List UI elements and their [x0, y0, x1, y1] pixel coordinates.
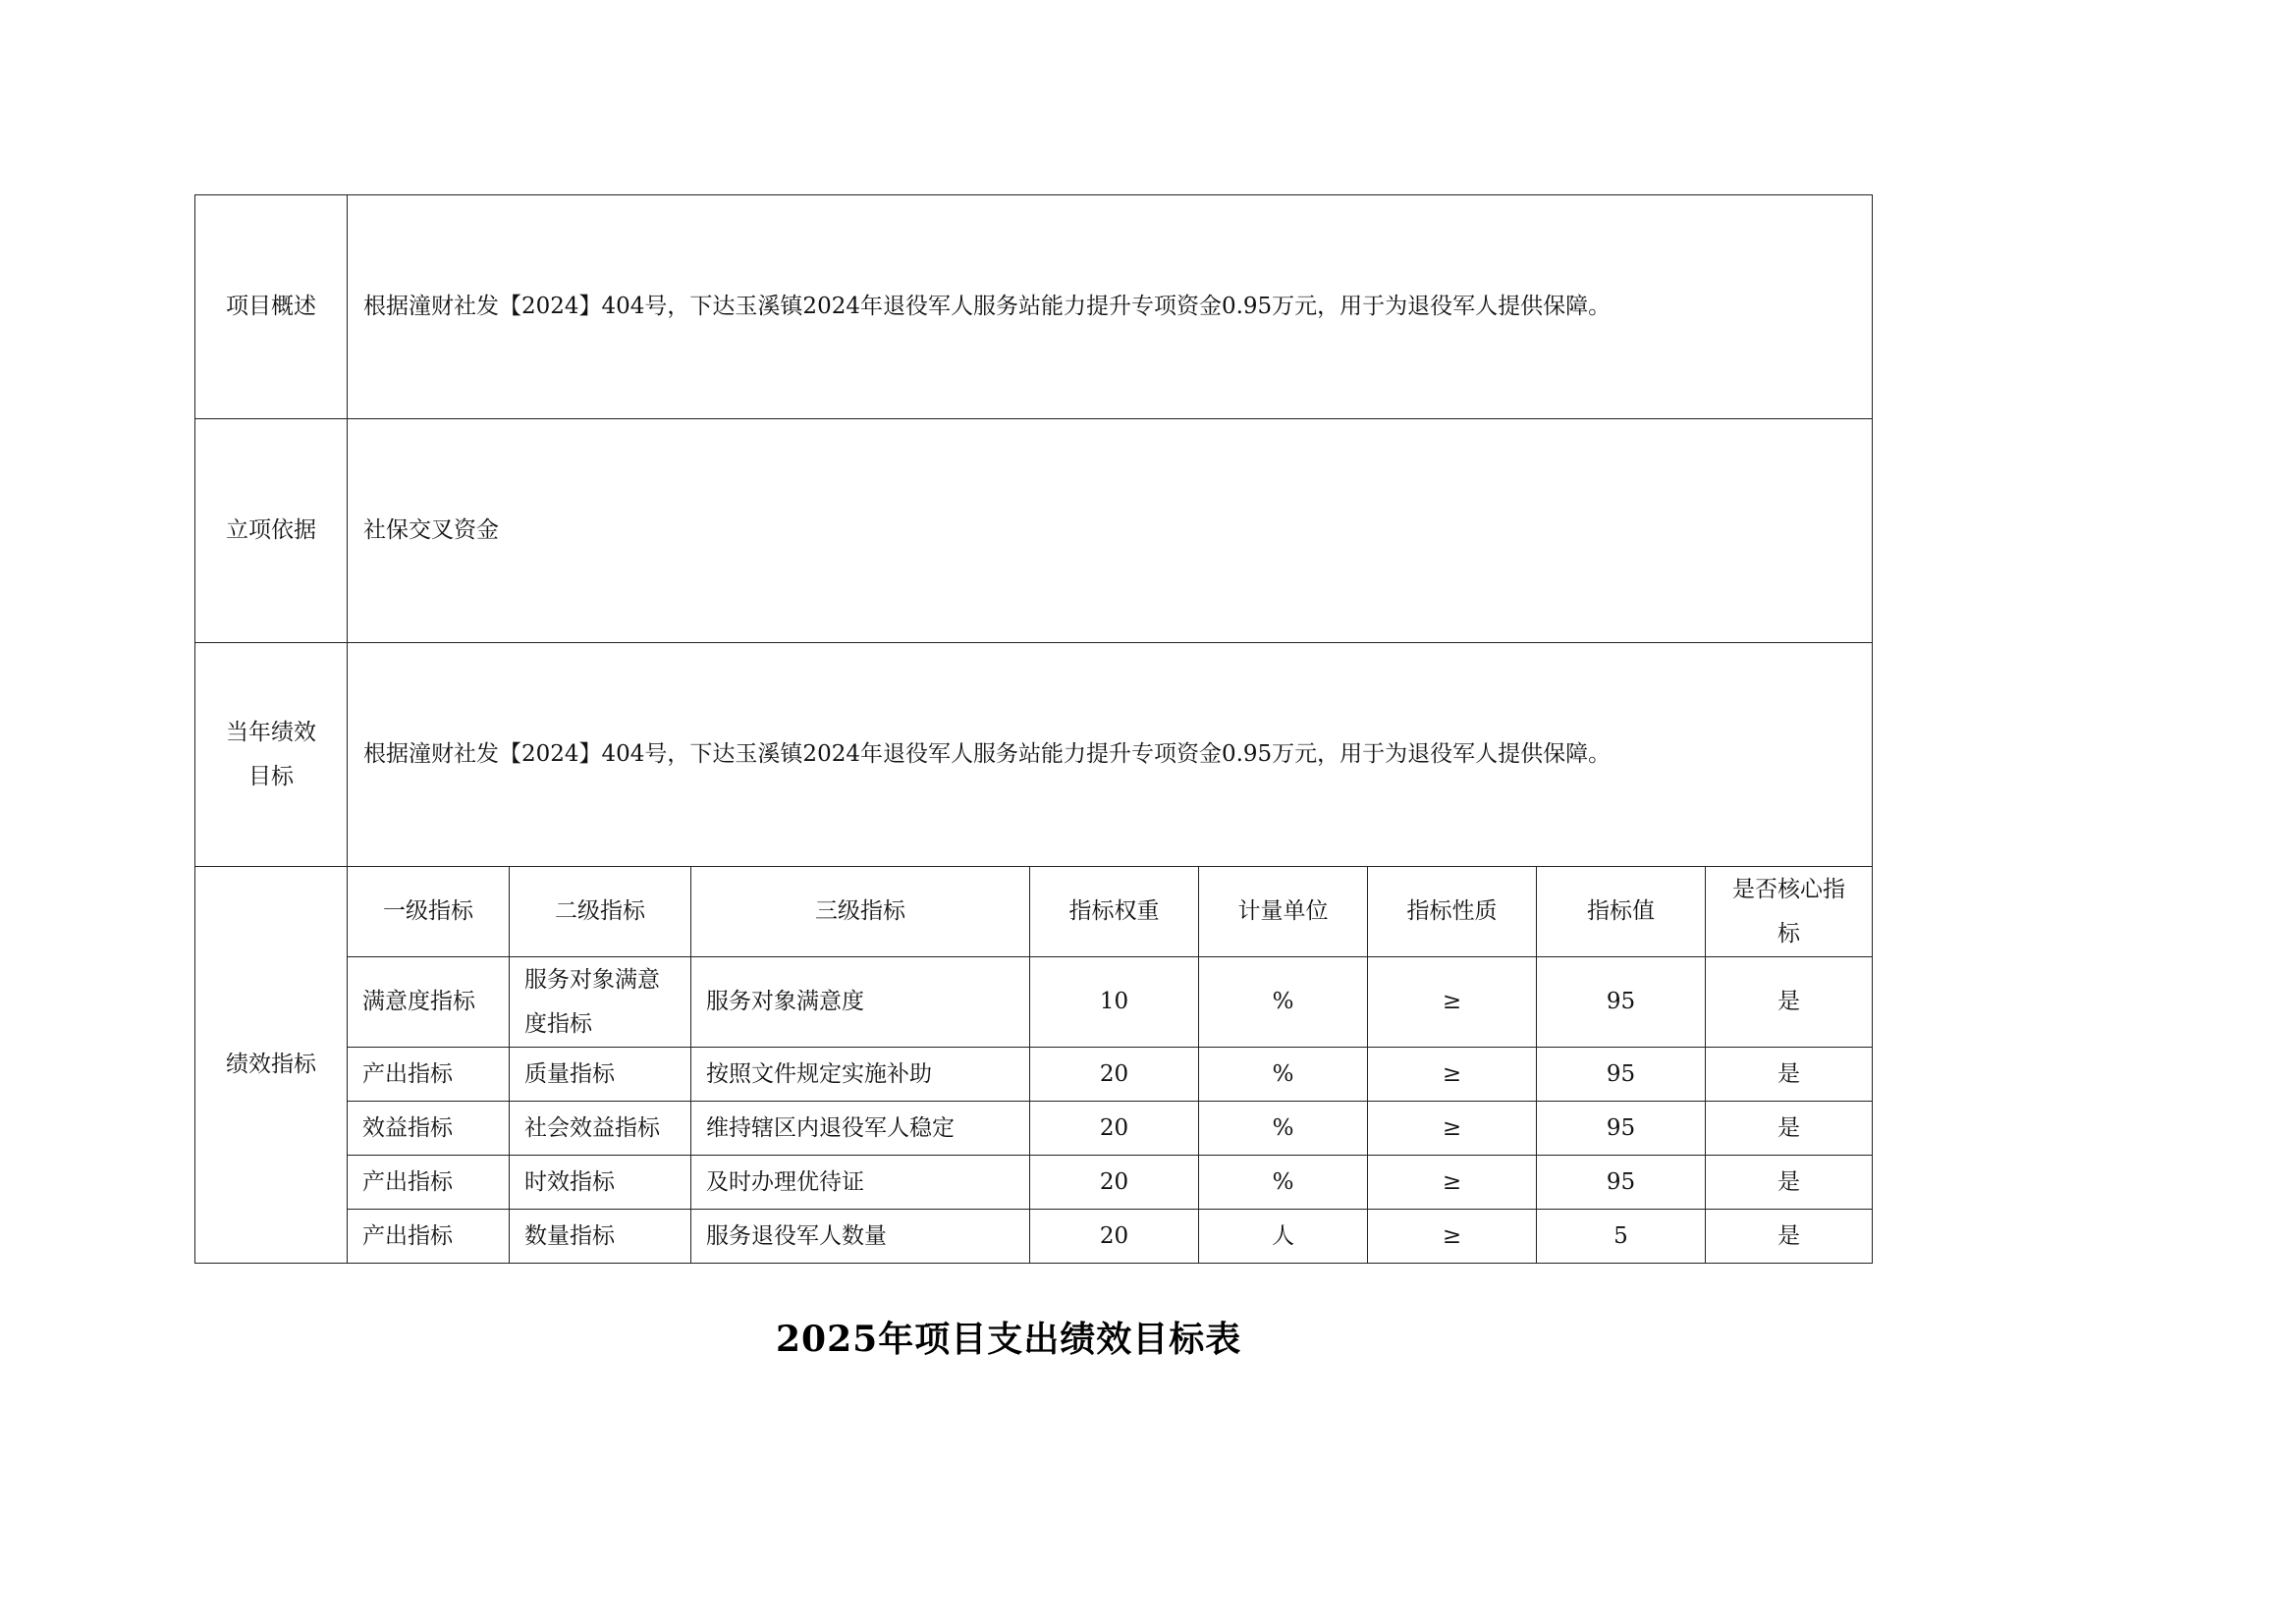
- header-level1: 一级指标: [348, 867, 510, 957]
- header-value: 指标值: [1537, 867, 1706, 957]
- cell-value: 95: [1537, 1048, 1706, 1102]
- annual-goal-row: [195, 643, 1873, 867]
- header-weight: 指标权重: [1030, 867, 1199, 957]
- indicator-header-row: [195, 867, 1873, 957]
- cell-level2: 社会效益指标: [510, 1102, 691, 1156]
- cell-level2: 数量指标: [510, 1210, 691, 1264]
- cell-level3: 服务退役军人数量: [691, 1210, 1030, 1264]
- cell-level2-text: 服务对象满意度指标: [524, 966, 660, 1037]
- table-row: [195, 957, 1873, 1048]
- cell-level3: 按照文件规定实施补助: [691, 1048, 1030, 1102]
- cell-nature: ≥: [1368, 1156, 1537, 1210]
- cell-value: 95: [1537, 1156, 1706, 1210]
- header-nature: 指标性质: [1368, 867, 1537, 957]
- document-title: 2025年项目支出绩效目标表: [776, 1319, 1242, 1360]
- cell-unit: %: [1199, 1048, 1368, 1102]
- table-row: [195, 1210, 1873, 1264]
- cell-nature: ≥: [1368, 1102, 1537, 1156]
- table-row: [195, 1156, 1873, 1210]
- basis-label-cell: [195, 419, 348, 643]
- cell-level1: 效益指标: [348, 1102, 510, 1156]
- table-row: [195, 1102, 1873, 1156]
- cell-core: 是: [1706, 1048, 1873, 1102]
- basis-row: [195, 419, 1873, 643]
- overview-label: 项目概述: [226, 294, 316, 319]
- cell-core: 是: [1706, 1210, 1873, 1264]
- cell-core: 是: [1706, 957, 1873, 1048]
- cell-weight: 20: [1030, 1048, 1199, 1102]
- cell-unit: %: [1199, 957, 1368, 1048]
- cell-level3: 服务对象满意度: [691, 957, 1030, 1048]
- cell-unit: 人: [1199, 1210, 1368, 1264]
- table-row: [195, 1048, 1873, 1102]
- annual-goal-content: 根据潼财社发【2024】404号，下达玉溪镇2024年退役军人服务站能力提升专项资金0.95万元，用于为退役军人提供保障。: [348, 643, 1873, 867]
- annual-goal-label: 当年绩效目标: [226, 719, 316, 789]
- basis-label: 立项依据: [226, 517, 316, 543]
- cell-level2: [510, 957, 691, 1048]
- cell-level1: 产出指标: [348, 1048, 510, 1102]
- header-core: [1706, 867, 1873, 957]
- cell-weight: 10: [1030, 957, 1199, 1048]
- cell-nature: ≥: [1368, 1210, 1537, 1264]
- indicators-label-cell: [195, 867, 348, 1264]
- cell-nature: ≥: [1368, 957, 1537, 1048]
- cell-level1: 满意度指标: [348, 957, 510, 1048]
- header-level2: 二级指标: [510, 867, 691, 957]
- cell-level2: 时效指标: [510, 1156, 691, 1210]
- cell-nature: ≥: [1368, 1048, 1537, 1102]
- header-level3: 三级指标: [691, 867, 1030, 957]
- cell-weight: 20: [1030, 1102, 1199, 1156]
- overview-row: [195, 195, 1873, 419]
- annual-goal-label-cell: [195, 643, 348, 867]
- cell-weight: 20: [1030, 1156, 1199, 1210]
- header-core-text: 是否核心指标: [1732, 876, 1846, 947]
- cell-value: 95: [1537, 957, 1706, 1048]
- cell-level1: 产出指标: [348, 1210, 510, 1264]
- cell-value: 5: [1537, 1210, 1706, 1264]
- performance-target-table: [194, 194, 1873, 1264]
- cell-weight: 20: [1030, 1210, 1199, 1264]
- cell-level3: 维持辖区内退役军人稳定: [691, 1102, 1030, 1156]
- header-unit: 计量单位: [1199, 867, 1368, 957]
- cell-unit: %: [1199, 1102, 1368, 1156]
- cell-level2: 质量指标: [510, 1048, 691, 1102]
- cell-value: 95: [1537, 1102, 1706, 1156]
- cell-level1: 产出指标: [348, 1156, 510, 1210]
- cell-unit: %: [1199, 1156, 1368, 1210]
- overview-content: 根据潼财社发【2024】404号，下达玉溪镇2024年退役军人服务站能力提升专项资金0.95万元，用于为退役军人提供保障。: [348, 195, 1873, 419]
- overview-label-cell: [195, 195, 348, 419]
- basis-content: 社保交叉资金: [348, 419, 1873, 643]
- indicators-label: 绩效指标: [226, 1052, 316, 1077]
- cell-core: 是: [1706, 1102, 1873, 1156]
- cell-level3: 及时办理优待证: [691, 1156, 1030, 1210]
- cell-core: 是: [1706, 1156, 1873, 1210]
